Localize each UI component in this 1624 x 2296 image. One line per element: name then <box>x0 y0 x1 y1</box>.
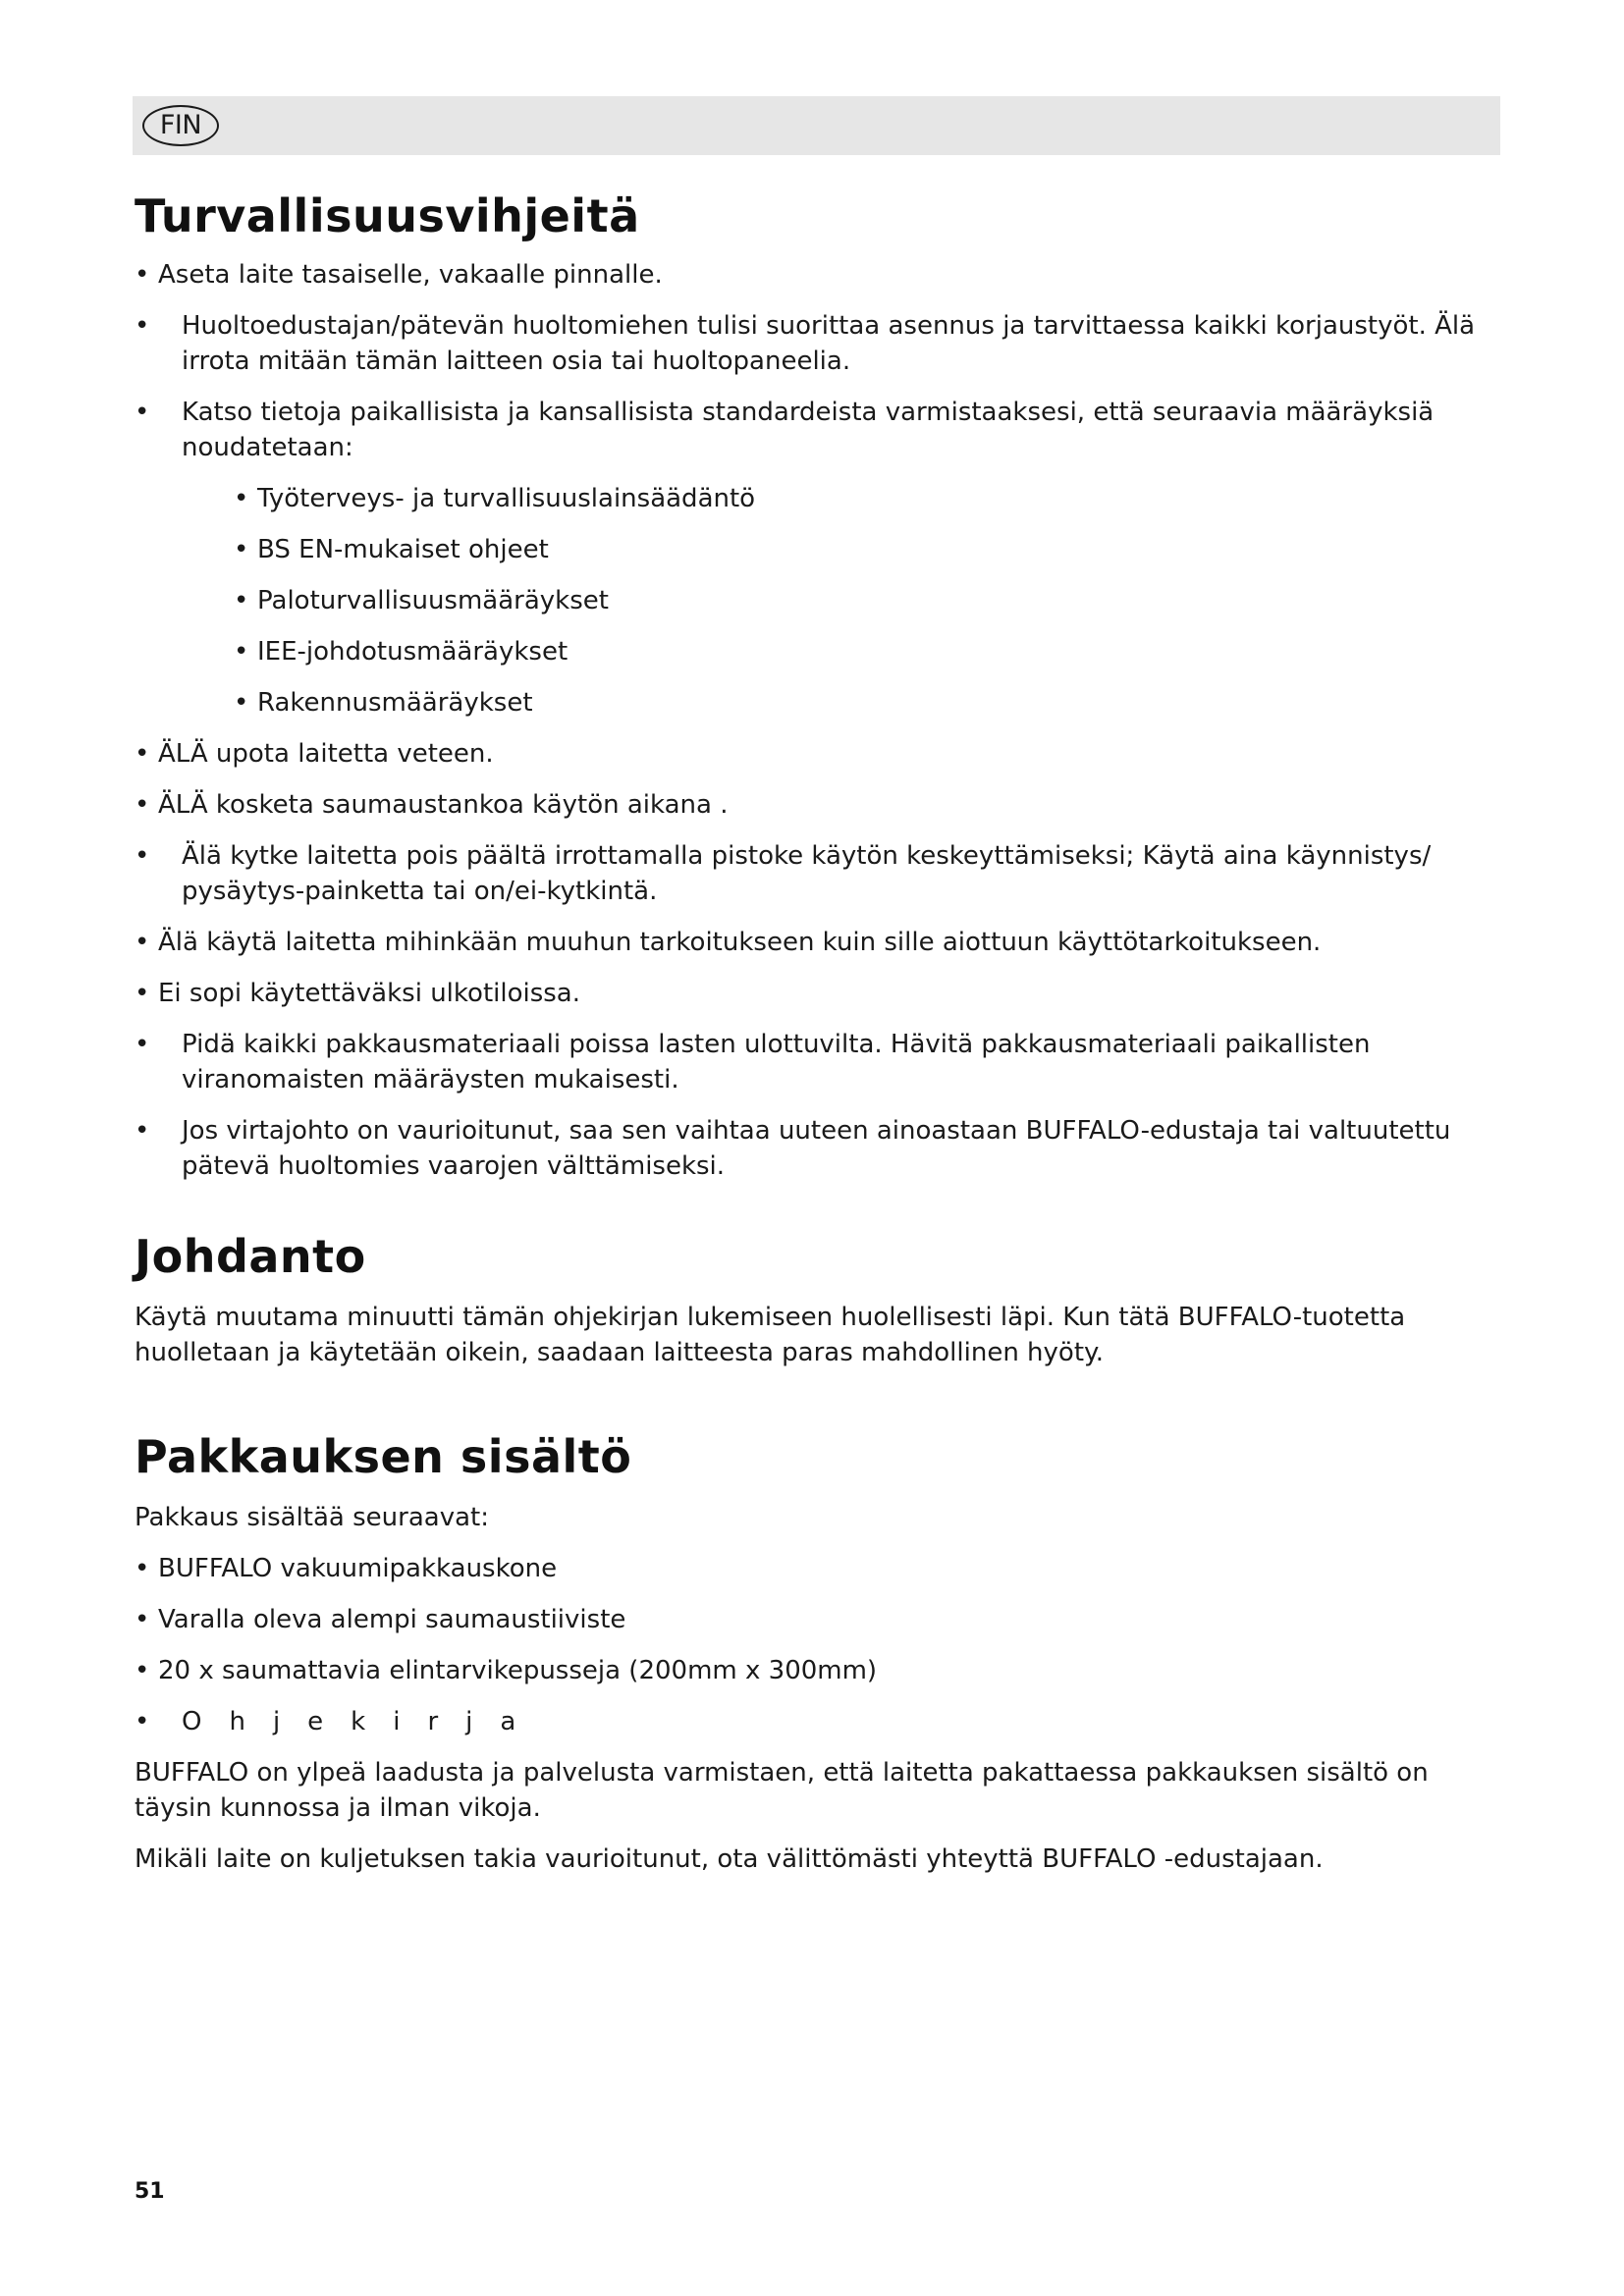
safety-item: • Pidä kaikki pakkausmateriaali poissa lasten ulottuvilta. Hävitä pakkausmateriaali paikallisten viranomaisten määräysten mukaisesti. <box>135 1027 1504 1097</box>
safety-item: • Ei sopi käytettäväksi ulkotiloissa. <box>135 976 1504 1011</box>
intro-title: Johdanto <box>135 1230 366 1283</box>
safety-sub-item: • Rakennusmääräykset <box>135 685 1504 721</box>
contents-title: Pakkauksen sisältö <box>135 1430 632 1483</box>
safety-item: • ÄLÄ upota laitetta veteen. <box>135 736 1504 772</box>
contents-paragraph: Mikäli laite on kuljetuksen takia vaurioitunut, ota välittömästi yhteyttä BUFFALO -edustajaan. <box>135 1844 1324 1874</box>
intro-text: Käytä muutama minuutti tämän ohjekirjan lukemiseen huolellisesti läpi. Kun tätä BUFFALO-tuotetta huolletaan ja käytetään oikein, saadaan laitteesta paras mahdollinen hyöty. <box>135 1303 1406 1367</box>
page-number: 51 <box>135 2179 165 2204</box>
safety-item: • Älä kytke laitetta pois päältä irrottamalla pistoke käytön keskeyttämiseksi; Käytä aina käynnistys/ pysäytys-painketta tai on/ei-kytkintä. <box>135 838 1504 909</box>
safety-sub-item: • IEE-johdotusmääräykset <box>135 634 1504 669</box>
safety-list <box>135 257 1504 1184</box>
safety-sub-item: • BS EN-mukaiset ohjeet <box>135 532 1504 567</box>
contents-item: • Varalla oleva alempi saumaustiiviste <box>135 1602 1504 1637</box>
safety-item: • ÄLÄ kosketa saumaustankoa käytön aikana . <box>135 787 1504 823</box>
safety-item: • Huoltoedustajan/pätevän huoltomiehen tulisi suorittaa asennus ja tarvittaessa kaikki korjaustyöt. Älä irrota mitään tämän laitteen osia tai huoltopaneelia. <box>135 308 1504 379</box>
contents-paragraph: BUFFALO on ylpeä laadusta ja palvelusta varmistaen, että laitetta pakattaessa pakkauksen sisältö on täysin kunnossa ja ilman vikoja. <box>135 1758 1429 1823</box>
header-bar <box>133 96 1500 155</box>
language-badge: FIN <box>142 105 219 146</box>
safety-title: Turvallisuusvihjeitä <box>135 189 640 242</box>
safety-sub-item: • Työterveys- ja turvallisuuslainsäädäntö <box>135 481 1504 516</box>
safety-item: • Katso tietoja paikallisista ja kansallisista standardeista varmistaaksesi, että seuraavia määräyksiä noudatetaan: <box>135 395 1504 465</box>
contents-list <box>135 1551 1504 1739</box>
page-content <box>135 187 1504 1877</box>
contents-item: • 20 x saumattavia elintarvikepusseja (200mm x 300mm) <box>135 1653 1504 1688</box>
safety-sub-item: • Paloturvallisuusmääräykset <box>135 583 1504 618</box>
contents-lead: Pakkaus sisältää seuraavat: <box>135 1503 489 1532</box>
safety-item: • Aseta laite tasaiselle, vakaalle pinnalle. <box>135 257 1504 293</box>
safety-item: • Jos virtajohto on vaurioitunut, saa sen vaihtaa uuteen ainoastaan BUFFALO-edustaja tai valtuutettu pätevä huoltomies vaarojen välttämiseksi. <box>135 1113 1504 1184</box>
safety-item: • Älä käytä laitetta mihinkään muuhun tarkoitukseen kuin sille aiottuun käyttötarkoitukseen. <box>135 925 1504 960</box>
contents-item: • BUFFALO vakuumipakkauskone <box>135 1551 1504 1586</box>
contents-item: • Ohjekirja <box>135 1704 1504 1739</box>
